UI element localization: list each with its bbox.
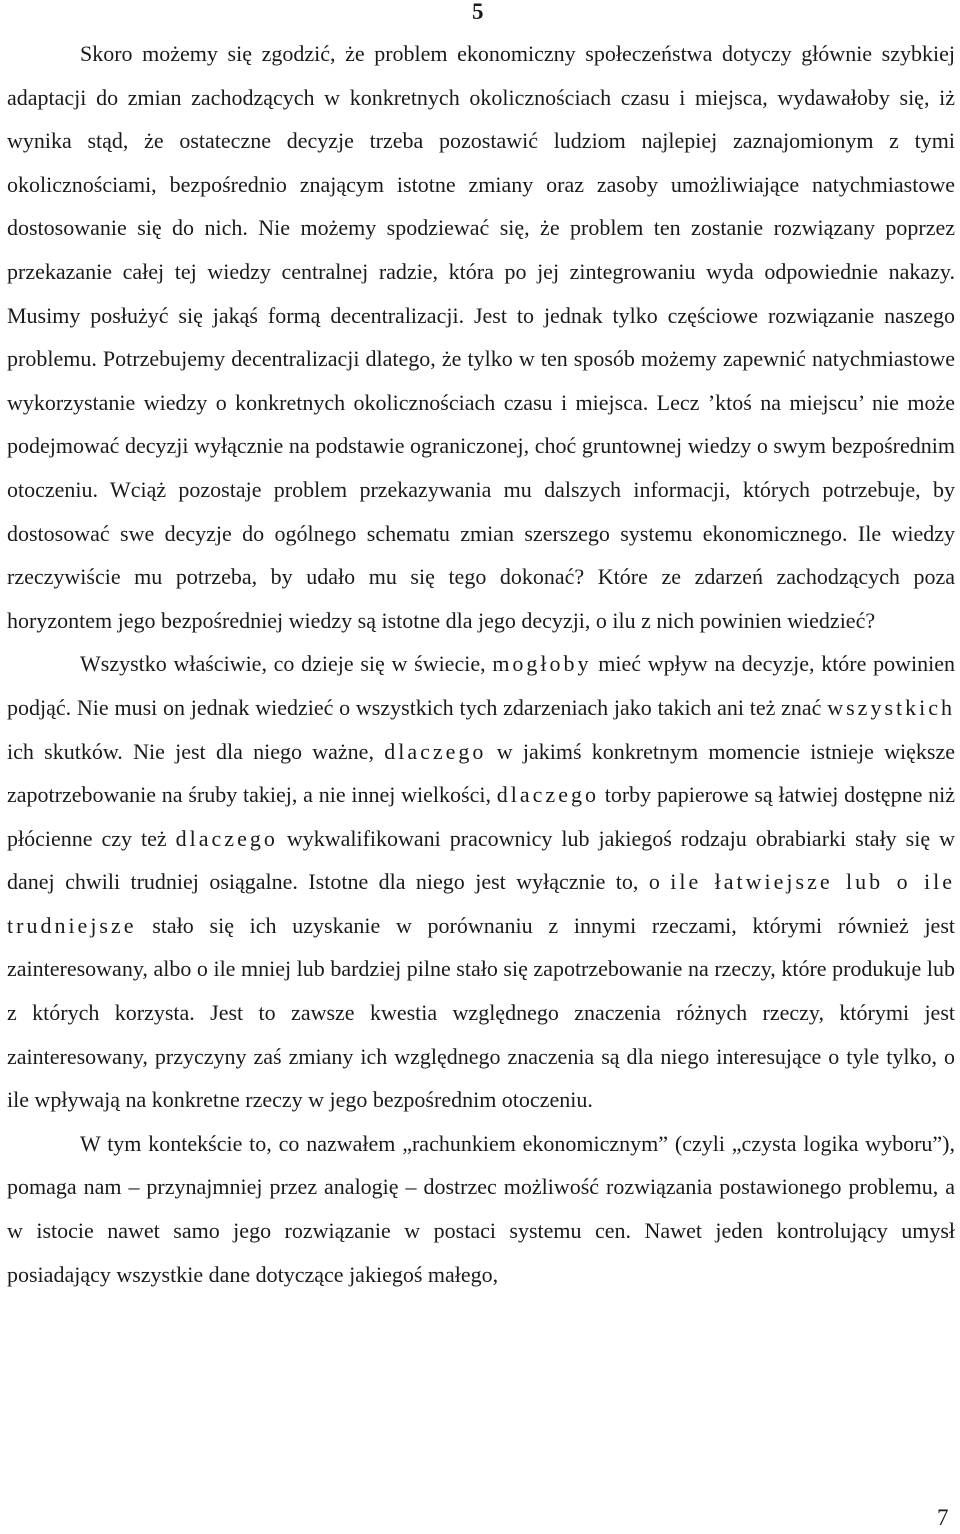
spaced-emphasis: mogłoby bbox=[492, 651, 592, 677]
paragraph-2-text: mieć wpływ na decyzje, które powinien podjąć. Nie musi on jednak wiedzieć o wszystkich tych zdarzeniach jako takich ani też znać bbox=[7, 651, 955, 720]
paragraph-2-text: torby papierowe są łatwiej dostępne niż płócienne czy też bbox=[7, 782, 955, 851]
spaced-emphasis: dlaczego bbox=[175, 825, 278, 851]
spaced-emphasis: dlaczego bbox=[496, 782, 599, 808]
spaced-emphasis: ile łatwiejsze lub o ile trudniejsze bbox=[7, 869, 955, 938]
page-number-bottom: 7 bbox=[937, 1505, 949, 1530]
page-number-top: 5 bbox=[472, 0, 484, 24]
paragraph-2-text: Wszystko właściwie, co dzieje się w świecie, bbox=[80, 651, 493, 677]
paragraph-2-text: wykwalifikowani pracownicy lub jakiegoś rodzaju obrabiarki stały się w danej chwili trudniej osiągalne. Istotne dla niego jest wyłącznie to, o bbox=[7, 825, 955, 895]
paragraph-3: W tym kontekście to, co nazwałem „rachunkiem ekonomicznym” (czyli „czysta logika wyboru”), pomaga nam – przynajmniej przez analogię – dostrzec możliwość rozwiązania postawionego problemu, a w istocie nawet samo jego rozwiązanie w postaci systemu cen. Nawet jeden kontrolujący umysł posiadający wszystkie dane dotyczące jakiegoś małego, bbox=[7, 1130, 955, 1287]
paragraph-2 bbox=[7, 642, 955, 1122]
paragraph-2-text: ich skutków. Nie jest dla niego ważne, bbox=[7, 738, 385, 764]
paragraph-2-text: stało się ich uzyskanie w porównaniu z innymi rzeczami, którymi również jest zainteresowany, albo o ile mniej lub bardziej pilne stało się zapotrzebowanie na rzeczy, które produkuje lub z których korzysta. Jest to zawsze kwestia względnego znaczenia różnych rzeczy, którymi jest zainteresowany, przyczyny zaś zmiany ich względnego znaczenia są dla niego interesujące o tyle tylko, o ile wpływają na konkretne rzeczy w jego bezpośrednim otoczeniu. bbox=[7, 912, 955, 1113]
paragraph-2-text: w jakimś konkretnym momencie istnieje większe zapotrzebowanie na śruby takiej, a nie innej wielkości, bbox=[7, 738, 955, 808]
document-body bbox=[7, 32, 955, 1296]
spaced-emphasis: wszystkich bbox=[827, 694, 955, 720]
paragraph-1: Skoro możemy się zgodzić, że problem ekonomiczny społeczeństwa dotyczy głównie szybkiej adaptacji do zmian zachodzących w konkretnych okolicznościach czasu i miejsca, wydawałoby się, iż wynika stąd, że ostateczne decyzje trzeba pozostawić ludziom najlepiej zaznajomionym z tymi okolicznościami, bezpośrednio znającym istotne zmiany oraz zasoby umożliwiające natychmiastowe dostosowanie się do nich. Nie możemy spodziewać się, że problem ten zostanie rozwiązany poprzez przekazanie całej tej wiedzy centralnej radzie, która po jej zintegrowaniu wyda odpowiednie nakazy. Musimy posłużyć się jakąś formą decentralizacji. Jest to jednak tylko częściowe rozwiązanie naszego problemu. Potrzebujemy decentralizacji dlatego, że tylko w ten sposób możemy zapewnić natychmiastowe wykorzystanie wiedzy o konkretnych okolicznościach czasu i miejsca. Lecz ’ktoś na miejscu’ nie może podejmować decyzji wyłącznie na podstawie ograniczonej, choć gruntownej wiedzy o swym bezpośrednim otoczeniu. Wciąż pozostaje problem przekazywania mu dalszych informacji, których potrzebuje, by dostosować swe decyzje do ogólnego schematu zmian szerszego systemu ekonomicznego. Ile wiedzy rzeczywiście mu potrzeba, by udało mu się tego dokonać? Które ze zdarzeń zachodzących poza horyzontem jego bezpośredniej wiedzy są istotne dla jego decyzji, o ilu z nich powinien wiedzieć? bbox=[7, 41, 955, 633]
spaced-emphasis: dlaczego bbox=[384, 738, 487, 764]
